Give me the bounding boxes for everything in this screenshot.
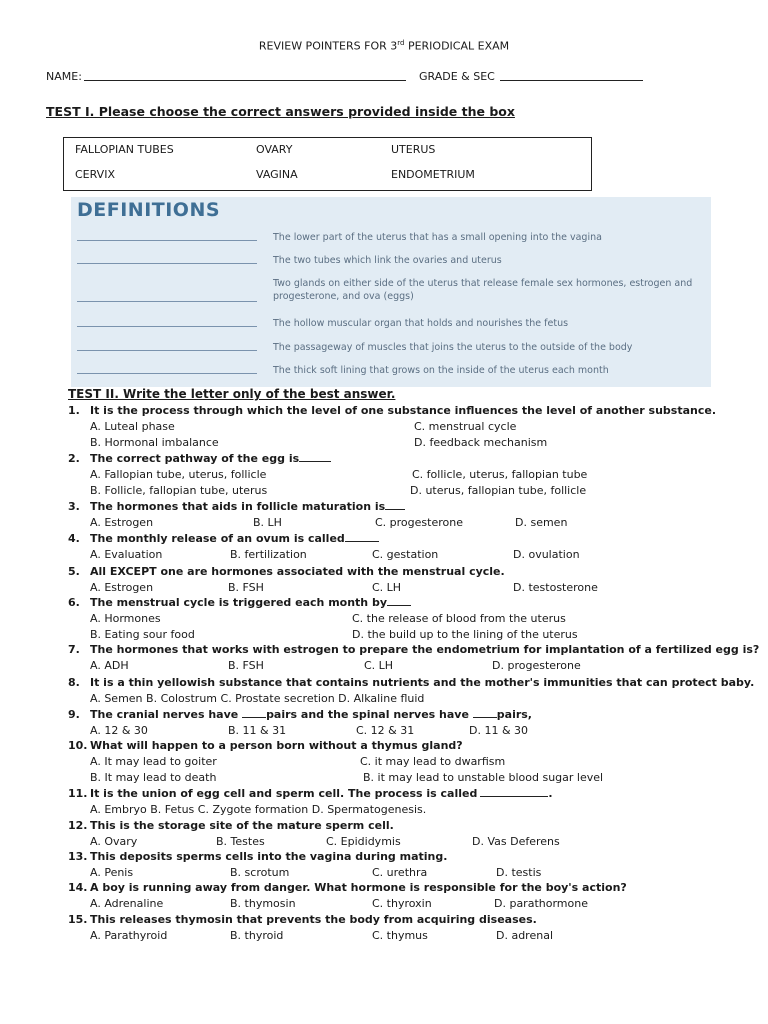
option: D. testis <box>496 866 542 879</box>
answer-blank[interactable] <box>242 708 266 718</box>
question-1: 1. It is the process through which the level of one substance influences the level of another substance. <box>68 404 717 417</box>
option: A. 12 & 30 <box>90 724 148 737</box>
answer-blank[interactable] <box>77 373 257 374</box>
option: C. thyroxin <box>372 897 432 910</box>
option: C. 12 & 31 <box>356 724 415 737</box>
option: B. fertilization <box>230 548 307 561</box>
question-3: 3. The hormones that aids in follicle maturation is <box>68 500 405 513</box>
option: D. Vas Deferens <box>472 835 560 848</box>
option: B. FSH <box>228 659 264 672</box>
option: C. progesterone <box>375 516 463 529</box>
question-10: 10. What will happen to a person born without a thymus gland? <box>68 739 463 752</box>
option: B. 11 & 31 <box>228 724 287 737</box>
option: C. it may lead to dwarfism <box>360 755 506 768</box>
option: B. FSH <box>228 581 264 594</box>
option: B. Follicle, fallopian tube, uterus <box>90 484 268 497</box>
option: B. it may lead to unstable blood sugar level <box>363 771 604 784</box>
option: A. Luteal phase <box>90 420 175 433</box>
answer-blank[interactable] <box>385 500 405 510</box>
choices-box <box>63 137 592 191</box>
option: A. ADH <box>90 659 129 672</box>
option: C. Epididymis <box>326 835 401 848</box>
question-12: 12. This is the storage site of the mature sperm cell. <box>68 819 394 832</box>
question-14: 14. A boy is running away from danger. What hormone is responsible for the boy's action? <box>68 881 627 894</box>
option: C. urethra <box>372 866 428 879</box>
question-11: 11. It is the union of egg cell and sperm cell. The process is called . <box>68 787 553 800</box>
answer-blank[interactable] <box>77 263 257 264</box>
option: D. uterus, fallopian tube, follicle <box>410 484 587 497</box>
answer-blank[interactable] <box>77 240 257 241</box>
option: B. It may lead to death <box>90 771 217 784</box>
option: B. thyroid <box>230 929 284 942</box>
option: A. Ovary <box>90 835 138 848</box>
question-4: 4. The monthly release of an ovum is called <box>68 532 379 545</box>
choice-vagina: VAGINA <box>256 168 298 181</box>
name-blank-line <box>84 80 406 81</box>
definition-text: The hollow muscular organ that holds and nourishes the fetus <box>273 318 569 329</box>
answer-blank[interactable] <box>387 596 411 606</box>
answer-blank[interactable] <box>345 532 379 542</box>
choice-endometrium: ENDOMETRIUM <box>391 168 475 181</box>
option: D. adrenal <box>496 929 554 942</box>
option: D. parathormone <box>494 897 588 910</box>
option: A. Estrogen <box>90 581 154 594</box>
grade-label: GRADE & SEC <box>419 70 495 83</box>
option: D. feedback mechanism <box>414 436 548 449</box>
name-label: NAME: <box>46 70 82 83</box>
question-2: 2. The correct pathway of the egg is <box>68 452 331 465</box>
option: D. progesterone <box>492 659 581 672</box>
question-6: 6. The menstrual cycle is triggered each month by <box>68 596 411 609</box>
answer-blank[interactable] <box>77 326 257 327</box>
option: A. Parathyroid <box>90 929 168 942</box>
option: B. Eating sour food <box>90 628 195 641</box>
question-8: 8. It is a thin yellowish substance that contains nutrients and the mother's immunities that can protect baby. <box>68 676 755 689</box>
option: B. LH <box>253 516 282 529</box>
question-7: 7. The hormones that works with estrogen to prepare the endometrium for implantation of a fertilized egg is? <box>68 643 760 656</box>
choice-fallopian-tubes: FALLOPIAN TUBES <box>75 143 174 156</box>
question-5: 5. All EXCEPT one are hormones associated with the menstrual cycle. <box>68 565 505 578</box>
option: C. LH <box>364 659 394 672</box>
option: D. 11 & 30 <box>469 724 529 737</box>
definitions-title: DEFINITIONS <box>77 199 221 221</box>
option: D. semen <box>515 516 568 529</box>
option: A. Embryo B. Fetus C. Zygote formation D. Spermatogenesis. <box>90 803 427 816</box>
option: B. thymosin <box>230 897 296 910</box>
option: C. thymus <box>372 929 428 942</box>
answer-blank[interactable] <box>77 301 257 302</box>
answer-blank[interactable] <box>299 452 331 462</box>
grade-blank-line <box>500 80 643 81</box>
answer-blank[interactable] <box>480 787 548 797</box>
test2-heading: TEST II. Write the letter only of the best answer. <box>68 387 396 401</box>
option: D. testosterone <box>513 581 598 594</box>
question-9: 9. The cranial nerves have pairs and the spinal nerves have pairs, <box>68 708 532 721</box>
option: C. follicle, uterus, fallopian tube <box>412 468 588 481</box>
option: C. gestation <box>372 548 439 561</box>
option: A. Hormones <box>90 612 161 625</box>
choice-cervix: CERVIX <box>75 168 115 181</box>
option: A. Evaluation <box>90 548 163 561</box>
question-13: 13. This deposits sperms cells into the vagina during mating. <box>68 850 448 863</box>
option: C. menstrual cycle <box>414 420 517 433</box>
definition-text: Two glands on either side of the uterus that release female sex hormones, estrogen and progesterone, and ova (eggs) <box>273 278 693 302</box>
option: A. Penis <box>90 866 134 879</box>
choice-ovary: OVARY <box>256 143 293 156</box>
definition-text: The two tubes which link the ovaries and uterus <box>273 255 502 266</box>
option: A. It may lead to goiter <box>90 755 217 768</box>
option: B. Hormonal imbalance <box>90 436 219 449</box>
option: B. scrotum <box>230 866 290 879</box>
choice-uterus: UTERUS <box>391 143 436 156</box>
option: A. Fallopian tube, uterus, follicle <box>90 468 267 481</box>
option: A. Adrenaline <box>90 897 164 910</box>
question-15: 15. This releases thymosin that prevents the body from acquiring diseases. <box>68 913 537 926</box>
option: A. Semen B. Colostrum C. Prostate secretion D. Alkaline fluid <box>90 692 425 705</box>
definitions-panel <box>71 197 711 387</box>
option: C. the release of blood from the uterus <box>352 612 566 625</box>
option: B. Testes <box>216 835 265 848</box>
definition-text: The thick soft lining that grows on the inside of the uterus each month <box>273 365 609 376</box>
test1-heading: TEST I. Please choose the correct answers provided inside the box <box>46 104 515 119</box>
answer-blank[interactable] <box>473 708 497 718</box>
definition-text: The passageway of muscles that joins the uterus to the outside of the body <box>273 342 633 353</box>
option: D. ovulation <box>513 548 580 561</box>
option: D. the build up to the lining of the uterus <box>352 628 578 641</box>
definition-text: The lower part of the uterus that has a small opening into the vagina <box>273 232 602 243</box>
option: A. Estrogen <box>90 516 154 529</box>
option: C. LH <box>372 581 402 594</box>
answer-blank[interactable] <box>77 350 257 351</box>
exam-title: REVIEW POINTERS FOR 3rd PERIODICAL EXAM <box>258 39 510 53</box>
